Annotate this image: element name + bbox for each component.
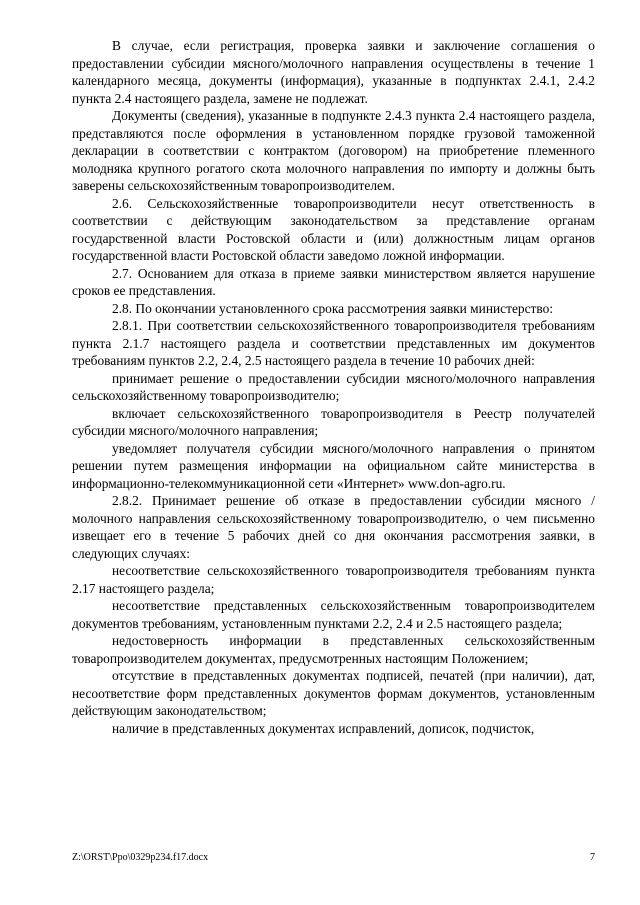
paragraph: 2.8.2. Принимает решение об отказе в предоставлении субсидии мясного /молочного направления сельскохозяйственному товаропроизводителю, о чем письменно извещает его в течение 5 рабочих дней со дня окончания рассмотрения заявки, в следующих случаях: — [72, 493, 595, 561]
footer-file-path: Z:\ORST\Ppo\0329p234.f17.docx — [72, 852, 209, 863]
body-text — [72, 37, 595, 737]
paragraph: 2.8. По окончании установленного срока рассмотрения заявки министерство: — [112, 300, 554, 316]
paragraph: Документы (сведения), указанные в подпункте 2.4.3 пункта 2.4 настоящего раздела, представляются после оформления в установленном порядке грузовой таможенной декларации в соответствии с контрактом (договором) на приобретение племенного молодняка крупного рогатого скота молочного направления по импорту и должны быть заверены сельскохозяйственным товаропроизводителем. — [72, 108, 595, 193]
paragraph: несоответствие сельскохозяйственного товаропроизводителя требованиям пункта 2.17 настоящего раздела; — [72, 563, 595, 596]
paragraph: уведомляет получателя субсидии мясного/молочного направления о принятом решении путем размещения информации на официальном сайте министерства в информационно-телекоммуникационной сети «Интернет» www.don-agro.ru. — [72, 440, 595, 491]
page-number: 7 — [590, 852, 595, 863]
paragraph: 2.8.1. При соответствии сельскохозяйственного товаропроизводителя требованиям пункта 2.1.7 настоящего раздела и соответствии представленных им документов требованиям пунктов 2.2, 2.4, 2.5 настоящего раздела в течение 10 рабочих дней: — [72, 318, 595, 368]
paragraph: принимает решение о предоставлении субсидии мясного/молочного направления сельскохозяйственному товаропроизводителю; — [72, 370, 595, 403]
paragraph: несоответствие представленных сельскохозяйственным товаропроизводителем документов требованиям, установленным пунктами 2.2, 2.4 и 2.5 настоящего раздела; — [72, 598, 595, 631]
paragraph: отсутствие в представленных документах подписей, печатей (при наличии), дат, несоответствие форм представленных документов формам документов, установленным действующим законодательством; — [72, 668, 595, 718]
page-footer — [72, 852, 595, 864]
paragraph: включает сельскохозяйственного товаропроизводителя в Реестр получателей субсидии мясного/молочного направления; — [72, 405, 595, 438]
paragraph: 2.6. Сельскохозяйственные товаропроизводители несут ответственность в соответствии с действующим законодательством за представление органам государственной власти Ростовской области и (или) должностным лицам органов государственной власти Ростовской области заведомо ложной информации. — [72, 195, 595, 263]
paragraph: 2.7. Основанием для отказа в приеме заявки министерством является нарушение сроков ее представления. — [72, 265, 595, 298]
paragraph: В случае, если регистрация, проверка заявки и заключение соглашения о предоставлении субсидии мясного/молочного направления осуществлены в течение 1 календарного месяца, документы (информация), указанные в подпунктах 2.4.1, 2.4.2 пункта 2.4 настоящего раздела, замене не подлежат. — [72, 38, 595, 106]
paragraph: недостоверность информации в представленных сельскохозяйственным товаропроизводителем документах, предусмотренных настоящим Положением; — [72, 633, 595, 666]
paragraph: наличие в представленных документах исправлений, дописок, подчисток, — [112, 720, 535, 736]
